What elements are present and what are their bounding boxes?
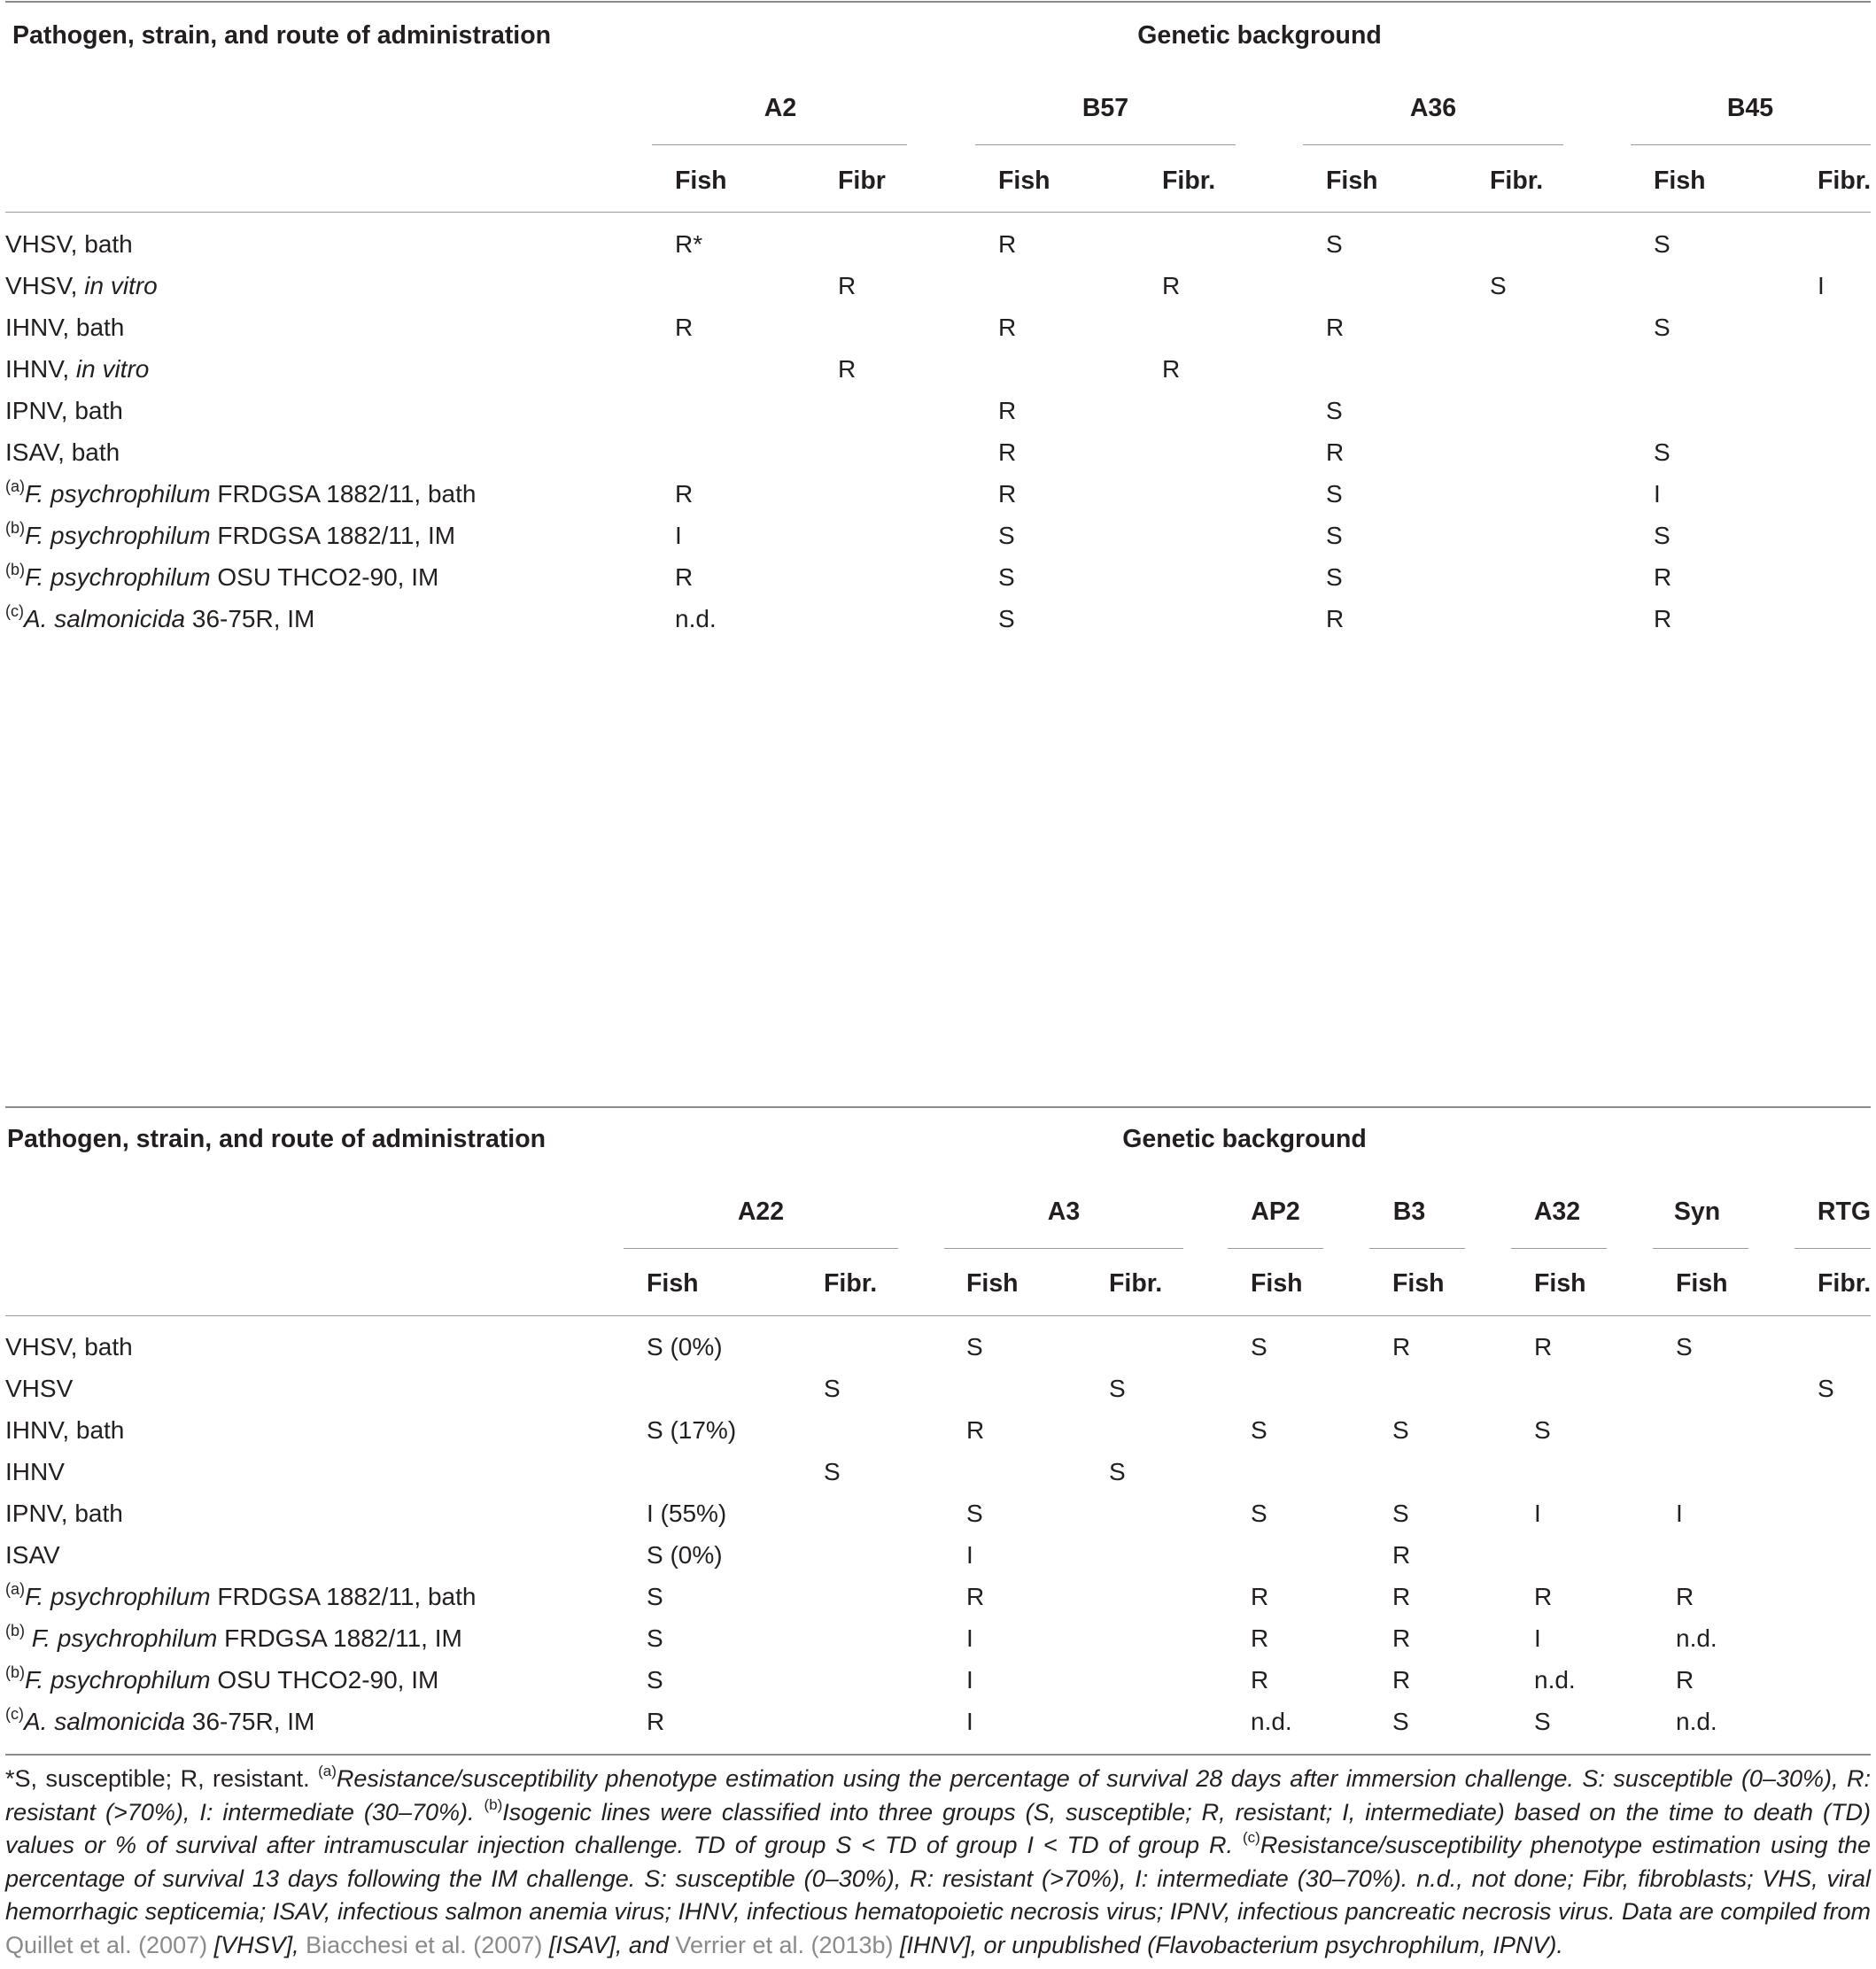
table-row — [0, 1665, 1876, 1695]
table-cell: I — [966, 1541, 973, 1569]
table-cell: S — [1392, 1500, 1409, 1527]
row-label — [5, 313, 124, 343]
table-2-sub-header: Fibr. — [1818, 1269, 1872, 1298]
row-label-text: VHSV — [5, 1375, 74, 1402]
table-2-bottom-rule — [5, 1754, 1871, 1756]
table-2-col-header: Pathogen, strain, and route of administration — [7, 1125, 547, 1153]
table-cell: S — [824, 1375, 841, 1402]
table-footnote — [5, 1763, 1871, 1963]
table-2-top-rule — [5, 1106, 1871, 1108]
footnote-text: Isogenic lines were classified into three groups (S, susceptible; R, resistant; I, intermediate) based on the time to death (TD) values or % of survival after intramuscular injection challenge. TD of group S < TD of group I < TD of group R. — [5, 1798, 1871, 1859]
table-cell: S — [647, 1666, 663, 1694]
table-cell: S (0%) — [647, 1333, 723, 1360]
table-cell: R — [1392, 1666, 1411, 1694]
footnote-marker: (b) — [5, 560, 25, 578]
table-cell: S — [647, 1583, 663, 1610]
table-1-background-a36: A36 — [1409, 94, 1457, 122]
footnote-marker: (a) — [318, 1763, 337, 1779]
table-2-group-rule-rtg — [1795, 1248, 1871, 1249]
table-cell: S — [1490, 272, 1507, 299]
table-cell: S — [824, 1458, 841, 1485]
table-row — [0, 1374, 1876, 1404]
row-label — [5, 1540, 60, 1570]
table-row — [0, 1704, 1876, 1737]
row-label — [5, 271, 158, 301]
table-row — [0, 354, 1876, 384]
table-cell: R — [1654, 563, 1672, 591]
table-cell: S (0%) — [647, 1541, 723, 1569]
table-cell: I — [1818, 272, 1825, 299]
table-cell: I — [1654, 480, 1661, 508]
table-cell: R — [1392, 1541, 1411, 1569]
row-label-text: ISAV — [5, 1541, 60, 1569]
table-cell: I — [675, 522, 682, 549]
table-1-header-rule — [5, 212, 1871, 213]
footnote-marker: (b) — [5, 1663, 25, 1681]
row-label — [5, 438, 120, 468]
table-cell: R — [1392, 1333, 1411, 1360]
table-row — [0, 271, 1876, 301]
table-cell: R — [998, 314, 1017, 341]
table-cell: S — [1109, 1458, 1126, 1485]
table-row — [0, 229, 1876, 260]
table-2-background-ap2: AP2 — [1251, 1198, 1300, 1226]
table-cell: R — [1654, 605, 1672, 632]
row-label-text: FRDGSA 1882/11, IM — [210, 522, 456, 549]
table-cell: S — [1392, 1416, 1409, 1444]
table-2-group-rule-a3 — [944, 1248, 1183, 1249]
table-row — [0, 1579, 1876, 1612]
footnote-text: Resistance/susceptibility phenotype estimation using the percentage of survival 13 days following the IM challenge. S: susceptible (0–30%), R: resistant (>70%), I: intermediate (30–70%). n.d., not done; Fibr, fibroblasts; VHS, viral hemorrhagic septicemia; ISAV, infectious salmon anemia virus; IHNV, infectious hematopoietic necrosis virus; IPNV, infectious pancreatic necrosis virus. Data are compiled from — [5, 1832, 1871, 1926]
table-row — [0, 479, 1876, 509]
table-1-sub-header: Fish — [675, 167, 727, 195]
table-cell: S — [966, 1333, 983, 1360]
table-2-sub-header: Fish — [1251, 1269, 1303, 1298]
row-label-italic: F. psychrophilum — [31, 1624, 218, 1652]
table-2-background-rtg: RTG — [1817, 1198, 1872, 1226]
footnote-marker: (c) — [1242, 1829, 1260, 1847]
table-cell: S — [1392, 1708, 1409, 1735]
row-label-text: 36-75R, IM — [185, 1708, 315, 1735]
table-2-background-a32: A32 — [1533, 1198, 1581, 1226]
row-label-text: IHNV, — [5, 355, 76, 383]
table-cell: S (17%) — [647, 1416, 737, 1444]
table-2-background-b3: B3 — [1392, 1198, 1426, 1226]
table-cell: n.d. — [1534, 1666, 1576, 1694]
row-label-italic: F. psychrophilum — [25, 563, 211, 591]
table-cell: R — [1676, 1583, 1694, 1610]
table-2-sub-header: Fish — [1534, 1269, 1586, 1298]
footnote-marker: (b) — [5, 1621, 25, 1640]
footnote-marker: (b) — [484, 1795, 503, 1813]
table-2-group-rule-syn — [1653, 1248, 1748, 1249]
row-label — [5, 1415, 124, 1446]
footnote-text: *S, susceptible; R, resistant. — [5, 1765, 319, 1792]
table-cell: S — [1326, 230, 1343, 258]
row-label — [5, 518, 456, 551]
row-label-italic: in vitro — [75, 355, 150, 383]
table-cell: R — [1326, 314, 1345, 341]
row-label-italic: A. salmonicida — [24, 1708, 186, 1735]
table-2-group-rule-ap2 — [1228, 1248, 1323, 1249]
reference-link[interactable]: Biacchesi et al. (2007) — [306, 1931, 543, 1958]
table-2-background-a3: A3 — [1047, 1198, 1081, 1226]
table-1-sub-header: Fibr. — [1818, 167, 1872, 195]
table-2-background-syn: Syn — [1673, 1198, 1721, 1226]
table-cell: R — [647, 1708, 665, 1735]
footnote-text: [VHSV], — [207, 1931, 306, 1958]
table-1-background-b57: B57 — [1081, 94, 1129, 122]
table-cell: n.d. — [675, 605, 717, 632]
row-label-text: OSU THCO2-90, IM — [210, 1666, 439, 1694]
row-label — [5, 1457, 65, 1487]
table-cell: S — [1251, 1416, 1267, 1444]
table-cell: I — [966, 1624, 973, 1652]
table-cell: S — [1818, 1375, 1834, 1402]
table-1-top-rule — [5, 1, 1871, 3]
table-2-group-rule-a32 — [1511, 1248, 1607, 1249]
table-2-sub-header: Fish — [966, 1269, 1019, 1298]
table-2-group-rule-b3 — [1369, 1248, 1465, 1249]
row-label-text: VHSV, bath — [5, 1333, 133, 1360]
row-label — [5, 1579, 477, 1612]
table-1-group-rule-a2 — [652, 144, 907, 145]
row-label — [5, 1332, 133, 1362]
table-2-sub-header: Fibr. — [1109, 1269, 1163, 1298]
table-row — [0, 1540, 1876, 1570]
table-cell: S — [998, 563, 1015, 591]
row-label-text: FRDGSA 1882/11, bath — [210, 480, 477, 508]
table-cell: R — [838, 355, 857, 383]
footnote-marker: (a) — [5, 1579, 25, 1598]
footnote-marker: (c) — [5, 1704, 24, 1723]
row-label-text: IHNV, bath — [5, 314, 125, 341]
footnote-text: [ISAV], and — [542, 1931, 676, 1958]
table-1-background-b45: B45 — [1726, 94, 1774, 122]
table-cell: R — [1251, 1666, 1269, 1694]
table-row — [0, 438, 1876, 468]
table-cell: R — [966, 1416, 985, 1444]
row-label — [5, 1374, 73, 1404]
row-label — [5, 601, 315, 634]
table-cell: R — [1392, 1583, 1411, 1610]
table-cell: R — [998, 230, 1017, 258]
row-label-italic: F. psychrophilum — [25, 480, 211, 508]
table-cell: I — [1676, 1500, 1683, 1527]
table-1-background-a2: A2 — [764, 94, 797, 122]
table-cell: S — [998, 522, 1015, 549]
table-cell: S — [1654, 438, 1671, 466]
table-1-sub-header: Fibr. — [1490, 167, 1544, 195]
table-cell: R — [1251, 1624, 1269, 1652]
table-cell: S — [1109, 1375, 1126, 1402]
table-cell: S — [1326, 563, 1343, 591]
table-cell: R — [1392, 1624, 1411, 1652]
table-2-group-rule-a22 — [624, 1248, 898, 1249]
table-cell: S — [1654, 230, 1671, 258]
table-cell: n.d. — [1676, 1624, 1717, 1652]
row-label-text: ISAV, bath — [5, 438, 120, 466]
table-cell: R — [675, 314, 694, 341]
table-1-sub-header: Fish — [998, 167, 1050, 195]
table-cell: S — [1251, 1500, 1267, 1527]
table-cell: R — [998, 438, 1017, 466]
table-cell: R — [1251, 1583, 1269, 1610]
row-label-text: VHSV, — [5, 272, 85, 299]
row-label-italic: A. salmonicida — [24, 605, 186, 632]
row-label — [5, 396, 123, 426]
table-cell: R* — [675, 230, 703, 258]
footnote-marker: (b) — [5, 518, 25, 537]
table-2-sub-header: Fibr. — [824, 1269, 878, 1298]
table-cell: S — [998, 605, 1015, 632]
row-label — [5, 1621, 462, 1654]
table-row — [0, 1499, 1876, 1529]
table-cell: R — [1534, 1333, 1553, 1360]
table-cell: n.d. — [1676, 1708, 1717, 1735]
row-label-italic: F. psychrophilum — [25, 522, 211, 549]
row-label-italic: F. psychrophilum — [25, 1583, 211, 1610]
table-2-sub-header: Fish — [1392, 1269, 1445, 1298]
row-label-text: OSU THCO2-90, IM — [210, 563, 439, 591]
table-2-group-header: Genetic background — [1122, 1125, 1367, 1153]
row-label — [5, 229, 133, 260]
table-cell: n.d. — [1251, 1708, 1292, 1735]
row-label — [5, 354, 149, 384]
row-label-text — [25, 1624, 32, 1652]
table-row — [0, 562, 1876, 593]
table-cell: S — [1654, 522, 1671, 549]
table-cell: R — [966, 1583, 985, 1610]
table-2-sub-header: Fish — [1676, 1269, 1728, 1298]
row-label — [5, 1665, 438, 1695]
table-cell: I — [1534, 1624, 1541, 1652]
row-label-italic: in vitro — [84, 272, 158, 299]
row-label-text: IHNV — [5, 1458, 65, 1485]
table-1-group-header: Genetic background — [1137, 21, 1382, 50]
table-cell: R — [675, 480, 694, 508]
table-row — [0, 518, 1876, 551]
table-cell: I — [1534, 1500, 1541, 1527]
table-cell: S — [647, 1624, 663, 1652]
table-1-group-rule-a36 — [1303, 144, 1563, 145]
table-row — [0, 396, 1876, 426]
table-row — [0, 1621, 1876, 1654]
row-label — [5, 562, 438, 593]
table-cell: S — [1326, 522, 1343, 549]
table-cell: R — [998, 397, 1017, 424]
table-1-sub-header: Fish — [1326, 167, 1378, 195]
table-cell: R — [1162, 355, 1181, 383]
row-label-text: IPNV, bath — [5, 397, 123, 424]
table-1-group-rule-b57 — [975, 144, 1236, 145]
row-label-text: IHNV, bath — [5, 1416, 125, 1444]
table-cell: S — [1326, 397, 1343, 424]
row-label-text: IPNV, bath — [5, 1500, 123, 1527]
row-label-text: VHSV, — [5, 230, 85, 258]
row-label-italic: F. psychrophilum — [25, 1666, 211, 1694]
table-cell: S — [1676, 1333, 1693, 1360]
table-cell: S — [1326, 480, 1343, 508]
row-label — [5, 479, 476, 509]
table-1-group-rule-b45 — [1631, 144, 1871, 145]
row-label-text: FRDGSA 1882/11, bath — [210, 1583, 477, 1610]
reference-link[interactable]: Quillet et al. (2007) — [5, 1931, 208, 1958]
footnote-text: Resistance/susceptibility phenotype estimation using the percentage of survival 28 days after immersion challenge. S: susceptible (0–30%), R: resistant (>70%), I: intermediate (30–70%). — [5, 1765, 1871, 1826]
table-cell: S — [966, 1500, 983, 1527]
table-cell: I (55%) — [647, 1500, 727, 1527]
table-cell: R — [998, 480, 1017, 508]
table-cell: S — [1251, 1333, 1267, 1360]
table-cell: R — [1162, 272, 1181, 299]
table-row — [0, 1332, 1876, 1362]
table-row — [0, 601, 1876, 634]
table-cell: S — [1534, 1416, 1551, 1444]
row-label — [5, 1704, 315, 1737]
row-label-text: 36-75R, IM — [185, 605, 315, 632]
table-cell: I — [966, 1666, 973, 1694]
table-2-sub-header: Fish — [647, 1269, 699, 1298]
table-cell: R — [1326, 438, 1345, 466]
table-2-background-a22: A22 — [737, 1198, 785, 1226]
table-2-header-rule — [5, 1315, 1871, 1316]
table-row — [0, 1415, 1876, 1446]
table-cell: R — [675, 563, 694, 591]
table-cell: R — [1676, 1666, 1694, 1694]
table-row — [0, 1457, 1876, 1487]
table-cell: I — [966, 1708, 973, 1735]
footnote-marker: (c) — [5, 601, 24, 620]
table-cell: S — [1534, 1708, 1551, 1735]
table-cell: R — [1534, 1583, 1553, 1610]
footnote-marker: (a) — [5, 477, 25, 495]
table-1-sub-header: Fibr. — [1162, 167, 1216, 195]
table-1-col-header: Pathogen, strain, and route of administration — [12, 21, 552, 50]
row-label-text: FRDGSA 1882/11, IM — [217, 1624, 462, 1652]
table-cell: R — [838, 272, 857, 299]
table-1-sub-header: Fibr — [838, 167, 886, 195]
table-row — [0, 313, 1876, 343]
reference-link[interactable]: Verrier et al. (2013b) — [675, 1931, 894, 1958]
footnote-text: [IHNV], or unpublished (Flavobacterium psychrophilum, IPNV). — [893, 1931, 1563, 1958]
table-cell: R — [1326, 605, 1345, 632]
table-cell: S — [1654, 314, 1671, 341]
table-1-sub-header: Fish — [1654, 167, 1706, 195]
row-label-text: bath — [84, 230, 133, 258]
row-label — [5, 1499, 123, 1529]
